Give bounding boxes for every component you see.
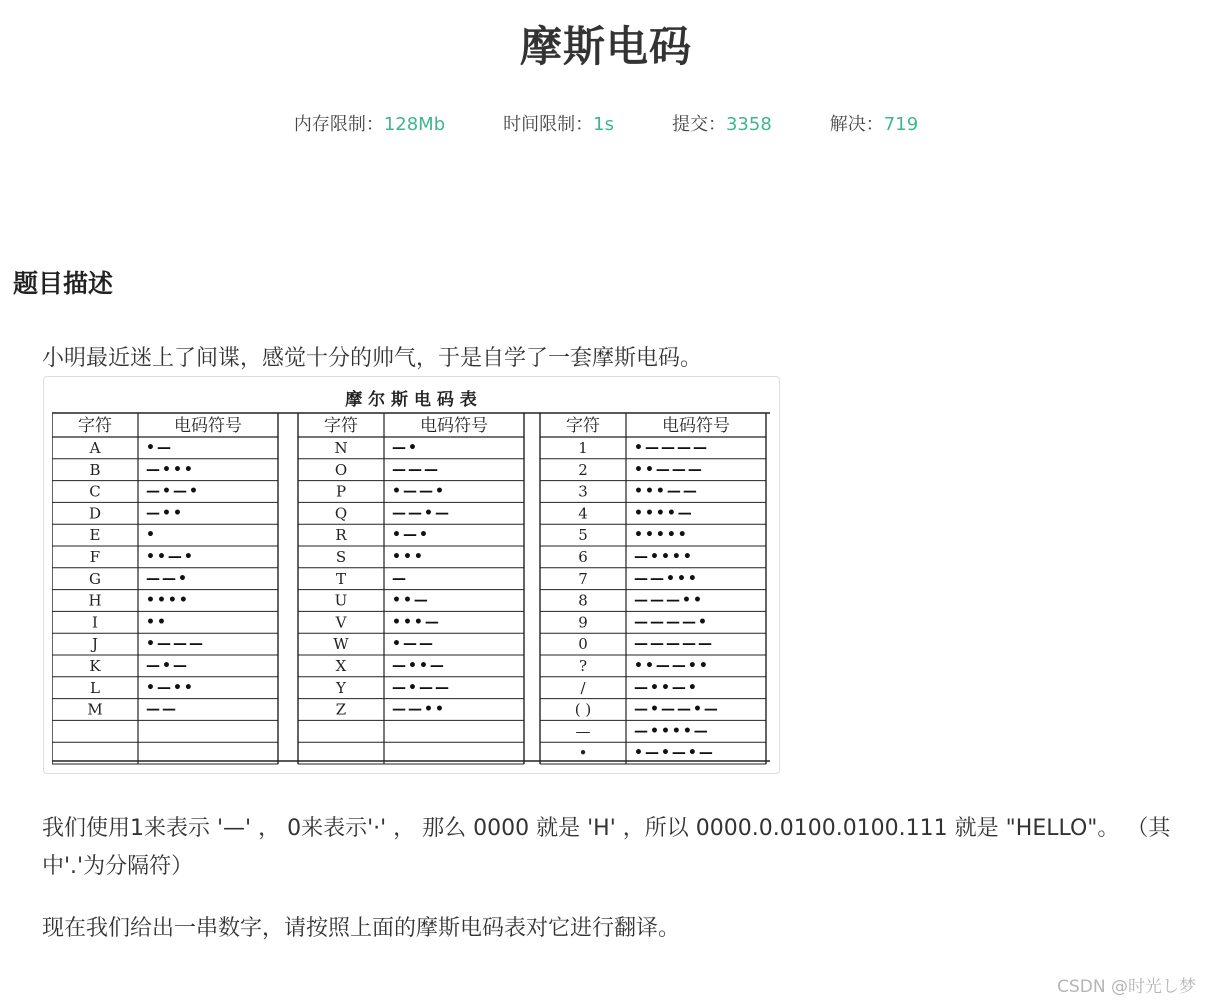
intro-paragraph: 小明最近迷上了间谍，感觉十分的帅气，于是自学了一套摩斯电码。 [42,346,703,371]
table-cell-char: H [88,591,102,610]
table-header-code: 电码符号 [420,416,488,436]
table-cell-char: V [335,613,347,632]
table-cell-char: 1 [578,439,588,457]
table-header-code: 电码符号 [662,416,730,436]
table-cell-code: •• [146,614,168,631]
table-cell-code: ••——— [634,461,704,478]
table-cell-char: O [334,460,348,479]
problem-title: 摩斯电码 [519,22,692,71]
table-cell-char: • [578,744,588,763]
table-cell-char: 3 [578,482,588,501]
table-cell-char: / [580,678,586,697]
table-cell-char: Y [336,678,346,697]
table-cell-code: —• [392,440,419,456]
table-cell-char: 5 [578,526,588,545]
table-cell-code: •••—— [634,483,699,500]
table-cell-code: —•— [146,658,189,674]
table-header-code: 电码符号 [174,416,242,436]
problem-meta [0,110,1212,136]
table-cell-code: •——— [146,636,205,653]
table-cell-code: ••— [392,592,430,609]
table-cell-code: ———•• [634,592,704,609]
morse-table-image [43,376,780,774]
table-cell-code: •••— [392,614,441,631]
table-cell-char: A [89,439,101,457]
table-cell-code: —••—• [634,679,699,696]
table-cell-code: ——•— [392,505,451,522]
table-cell-char: ( ) [574,700,592,719]
table-cell-code: ————— [634,636,714,653]
table-cell-char: E [89,526,101,545]
solved-count: 解决：719 [829,114,919,135]
table-cell-char: T [335,569,347,588]
table-cell-char: N [334,439,348,457]
encoding-paragraph: 我们使用1来表示 '—' ， 0来表示'·' ， 那么 0000 就是 'H' ，所以 0000.0.0100.0100.111 就是 "HELLO"。 （其中'.'为分隔符） [42,816,1171,879]
table-cell-char: Z [335,700,347,719]
table-cell-char: K [89,657,101,675]
table-cell-char: — [575,722,591,741]
table-cell-char: J [91,635,99,654]
watermark: CSDN @时光し梦 [1057,977,1196,997]
table-cell-char: 6 [578,548,588,566]
table-cell-code: •— [146,440,173,456]
table-cell-char: U [334,591,348,610]
table-cell-char: C [89,482,101,501]
table-cell-code: ••—• [146,549,195,565]
table-cell-code: —••— [392,658,446,674]
submissions-count: 提交：3358 [671,114,772,135]
task-paragraph: 现在我们给出一串数字，请按照上面的摩斯电码表对它进行翻译。 [42,916,681,941]
table-cell-char: L [90,678,100,697]
table-cell-code: —••••— [634,723,710,740]
table-header-char: 字符 [324,416,358,436]
table-cell-char: R [335,526,347,545]
table-cell-char: G [89,569,101,588]
table-cell-code: ——•• [392,701,446,718]
table-cell-char: I [92,613,98,632]
table-cell-code: •—•—•— [634,745,715,762]
table-cell-char: 4 [578,504,588,523]
table-cell-char: 0 [578,635,588,654]
table-cell-code: —•——•— [634,701,720,718]
table-cell-code: •———— [634,440,709,456]
table-cell-code: •••• [146,592,190,609]
table-cell-code: •—•• [146,679,195,696]
table-cell-code: —••• [146,461,195,478]
table-cell-char: 7 [578,569,588,588]
table-cell-code: •—— [392,636,435,653]
section-title-description: 题目描述 [13,269,114,298]
table-cell-code: •—• [392,527,430,544]
table-cell-char: P [335,482,347,501]
time-limit: 时间限制：1s [503,114,614,135]
table-cell-code: ——••• [634,570,699,587]
table-cell-char: D [88,504,102,523]
morse-table-graphic [52,383,770,765]
table-cell-code: ••——•• [634,658,710,674]
morse-table-caption: 摩 尔 斯 电 码 表 [345,390,477,410]
memory-limit: 内存限制：128Mb [293,114,446,135]
table-cell-code: —•—— [392,679,451,696]
table-cell-code: — [392,570,408,587]
table-cell-char: 2 [578,460,588,479]
table-cell-char: ? [578,657,588,675]
table-cell-char: W [333,635,349,654]
table-cell-code: ——— [392,461,440,478]
table-cell-code: —— [146,701,178,718]
table-cell-code: ——• [146,570,189,587]
table-cell-char: X [335,657,347,675]
table-cell-code: ••••— [634,505,694,522]
table-cell-char: 8 [578,591,588,610]
table-cell-code: —•• [146,505,184,522]
table-cell-code: —•—• [146,483,200,500]
table-cell-code: ••• [392,549,425,565]
table-cell-char: F [89,548,101,566]
table-cell-char: Q [334,504,348,523]
table-cell-code: ••••• [634,527,689,544]
table-cell-char: 9 [578,613,588,632]
table-cell-code: —•••• [634,549,694,565]
table-cell-char: S [335,548,347,566]
table-header-char: 字符 [78,416,112,436]
table-cell-code: ————• [634,614,709,631]
table-cell-char: B [89,460,101,479]
table-cell-char: M [87,700,103,719]
table-cell-code: •——• [392,483,446,500]
table-cell-code: • [146,527,157,544]
table-header-char: 字符 [566,416,600,436]
